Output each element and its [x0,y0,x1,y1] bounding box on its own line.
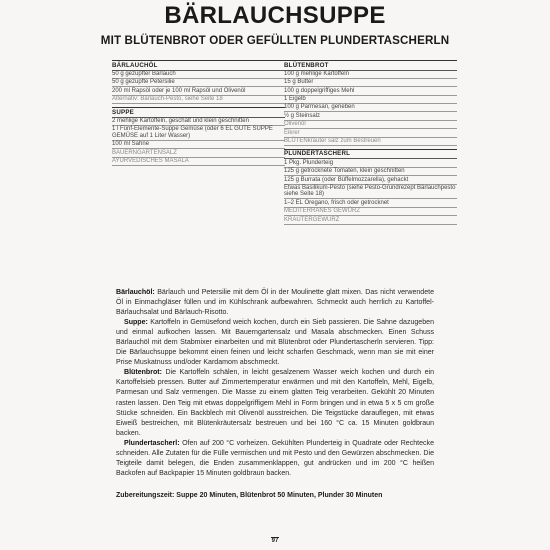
recipe-subtitle: MIT BLÜTENBROT ODER GEFÜLLTEN PLUNDERTASCHERLN [100,34,450,47]
instruction-text: Kartoffeln in Gemüsefond weich kochen, durch ein Sieb passieren. Die Sahne dazugeben und einmal aufkochen lassen. Mit Bauerngartensalz und Masala abschmecken. Einen Schuss Bärlauchöl mit dem Stabmixer einarbeiten und mit Blütenbrot oder Plundertascherln servieren. Tipp: Die Bärlauchsuppe bekommt einen feinen und leicht scharfen Geschmack, wenn man sie mit einer Prise Muskatnuss und/oder Kardamom abschmeckt. [116,319,434,367]
ingredient-item: Alternativ: Bärlauch-Pesto, siehe Seite 18 [112,96,285,104]
instruction-paragraph [116,318,434,368]
instructions-body [116,288,434,479]
ingredient-group [284,149,457,225]
page-number-wrap [0,538,550,544]
ingredient-item: BLÜTENkräuter salz zum Bestreuen [284,138,457,146]
ingredient-item: 100 g doppelgriffiges Mehl [284,87,457,95]
ingredient-item: BAUERNGARTENSALZ [112,149,285,157]
ingredient-item: 15 g Butter [284,79,457,87]
ingredient-item: 125 g getrocknete Tomaten, klein geschnitten [284,168,457,176]
page-number: 97 [271,538,279,544]
instruction-text: Bärlauch und Petersilie mit dem Öl in der Moulinette glatt mixen. Das nicht verwendete Öl in Einmachgläser füllen und im Kühlschrank aufbewahren. Schmeckt auch herrlich zu Kartoffel-Bärlauchsalat und Bärlauch-Risotto. [116,289,434,317]
ingredient-item: 200 ml Rapsöl oder je 100 ml Rapsöl und Olivenöl [112,87,285,95]
ingredient-item: Olivenöl [284,121,457,129]
ingredient-item: ½ g Steinsalz [284,112,457,120]
ingredient-item: 100 g mehlige Kartoffeln [284,71,457,79]
instruction-text: Ofen auf 200 °C vorheizen. Gekühlten Plunderteig in Quadrate oder Rechtecke schneiden. Alle Zutaten für die Fülle vermischen und mit Pesto und den Gewürzen abschmecken. Die Teigteile damit belegen, die Enden zusammenklappen, gut andrücken und im 200 °C heißen Backofen auf Backpapier 15 Minuten goldbraun backen. [116,439,434,477]
ingredient-item: KRÄUTERGEWÜRZ [284,216,457,224]
preparation-time: Zubereitungszeit: Suppe 20 Minuten, Blütenbrot 50 Minuten, Plunder 30 Minuten [116,492,383,499]
instruction-text: Die Kartoffeln schälen, in leicht gesalzenem Wasser weich kochen und durch ein Kartoffelsieb pressen. Butter auf Zimmertemperatur erwärmen und mit den Kartoffeln, Mehl, Eigelb, Parmesan und Salz vermengen. Die Masse zu einem glatten Teig verarbeiten. Gekühlt 20 Minuten rasten lassen. Den Teig mit etwas doppelgriffigem Mehl in Form bringen und in etwa 5 x 5 cm große Stücke schneiden. Ein Backblech mit Olivenöl ausstreichen. Die Teigstücke darauflegen, mit etwas Eiweiß bestreichen, mit Blütenkräutersalz bestreuen und bei 160 °C ca. 15 Minuten goldbraun backen. [116,369,434,437]
ingredient-item: AYURVEDISCHES MASALA [112,158,285,166]
ingredient-item: 50 g gezupfte Petersilie [112,79,285,87]
instruction-label: Plundertascherl: [124,439,180,447]
ingredient-group [112,107,285,166]
ingredient-item: Eikrer [284,129,457,137]
instruction-paragraph [116,288,434,318]
ingredient-item: 100 g Parmesan, gerieben [284,104,457,112]
ingredient-item: 2 mehlige Kartoffeln, geschält und klein geschnitten [112,118,285,126]
instruction-label: Bärlauchöl: [116,289,155,296]
ingredient-item: 1 Pkg. Plunderteig [284,159,457,167]
ingredient-item: 100 ml Sahne [112,141,285,149]
instruction-label: Suppe: [124,319,148,327]
ingredient-group [284,60,457,146]
ingredient-item: 1 l Fünf-Elemente-Suppe Gemüse (oder 6 EL GUTE SUPPE GEMÜSE auf 1 Liter Wasser) [112,126,285,141]
ingredient-item: 125 g Burrata (oder Büffelmozzarella), gehackt [284,176,457,184]
ingredient-group-heading: BÄRLAUCHÖL [112,60,285,71]
ingredient-group-heading: BLÜTENBROT [284,60,457,71]
ingredients-right-column [284,60,457,228]
ingredient-group-heading: PLUNDERTASCHERL [284,149,457,160]
ingredient-item: MEDITERRANES GEWÜRZ [284,208,457,216]
instruction-paragraph [116,368,434,438]
ingredient-group-heading: SUPPE [112,107,285,118]
instruction-label: Blütenbrot: [124,369,162,377]
ingredient-item: 1–2 EL Oregano, frisch oder getrocknet [284,199,457,207]
ingredient-item: 50 g gezupfter Bärlauch [112,71,285,79]
recipe-title: BÄRLAUCHSUPPE [164,2,386,29]
instruction-paragraph [116,439,434,479]
ingredient-item: 1 Eigelb [284,96,457,104]
ingredients-left-column [112,60,285,169]
ingredient-item: Etwas Basilikum-Pesto (siehe Pesto-Grundrezept Bärlauchpesto siehe Seite 18) [284,184,456,198]
ingredient-group [112,60,285,104]
